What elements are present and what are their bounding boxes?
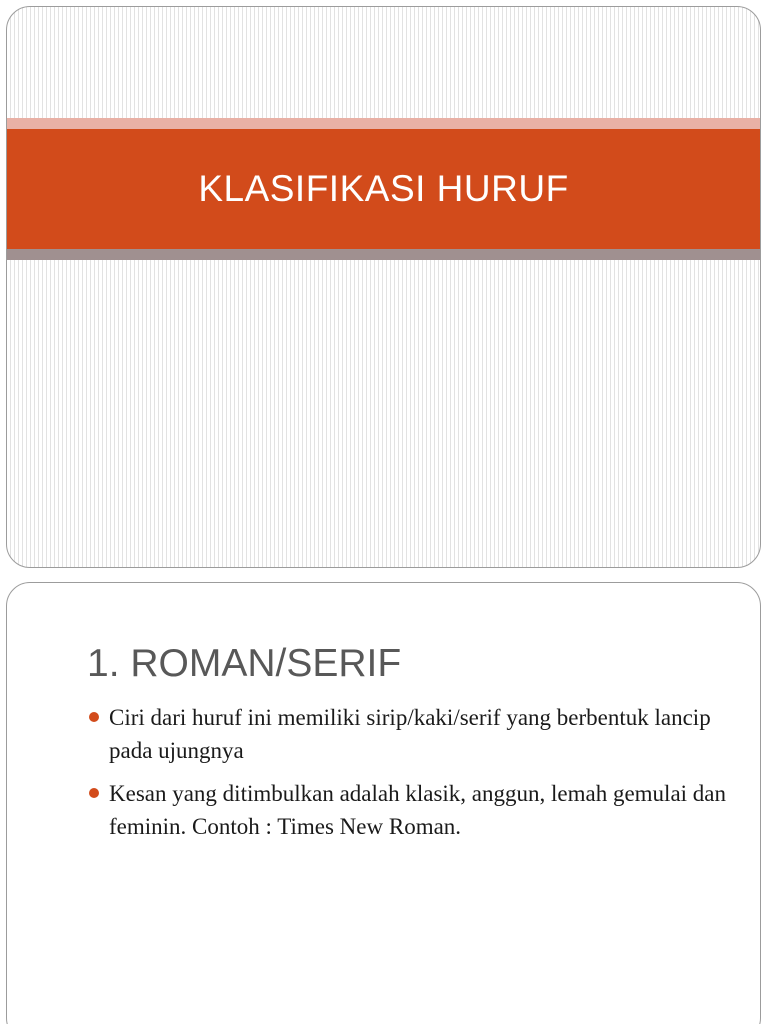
bullet-dot-icon	[89, 788, 99, 798]
bullet-list	[89, 701, 729, 853]
bullet-item	[89, 701, 729, 767]
bullet-dot-icon	[89, 712, 99, 722]
bullet-text: Kesan yang ditimbulkan adalah klasik, anggun, lemah gemulai dan feminin. Contoh : Times New Roman.	[109, 781, 727, 839]
bullet-text: Ciri dari huruf ini memiliki sirip/kaki/serif yang berbentuk lancip pada ujungnya	[109, 705, 711, 763]
content-slide	[6, 582, 761, 1024]
title-band-top-stripe	[7, 118, 760, 129]
slide-heading: 1. ROMAN/SERIF	[87, 642, 402, 685]
slide-title: KLASIFIKASI HURUF	[198, 168, 569, 209]
bullet-item	[89, 777, 729, 843]
title-slide	[6, 6, 761, 568]
title-band-bottom-stripe	[7, 249, 760, 260]
